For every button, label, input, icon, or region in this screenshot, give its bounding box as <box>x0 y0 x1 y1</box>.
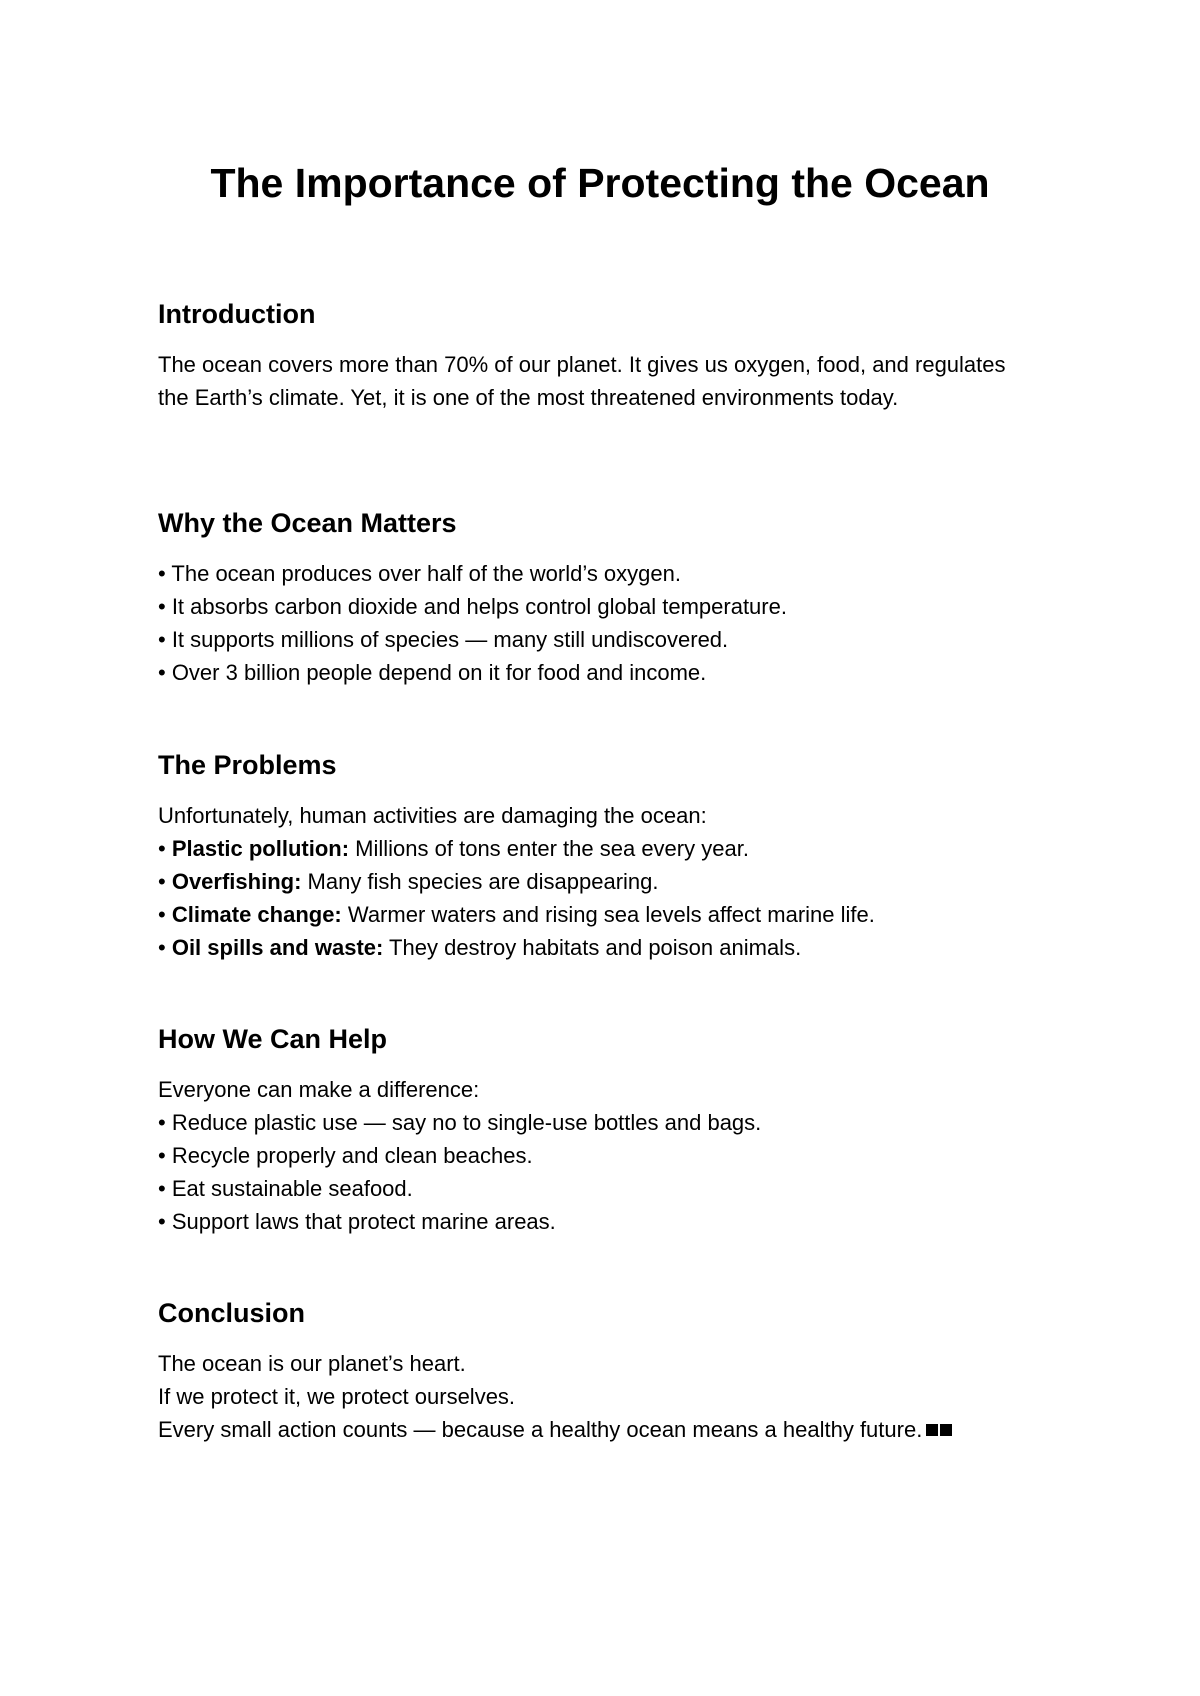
bullet: • <box>158 836 172 861</box>
bullet: • <box>158 869 172 894</box>
document-title: The Importance of Protecting the Ocean <box>210 160 990 206</box>
problem-term: Overfishing: <box>171 869 302 894</box>
conclusion-heading: Conclusion <box>158 1298 305 1328</box>
introduction-heading: Introduction <box>158 299 316 329</box>
conclusion-line: The ocean is our planet’s heart. <box>158 1351 466 1376</box>
problem-text: Millions of tons enter the sea every year. <box>349 836 749 861</box>
introduction-paragraph: The ocean covers more than 70% of our planet. It gives us oxygen, food, and regulates the Earth’s climate. Yet, it is one of the most threatened environments today. <box>158 352 1006 410</box>
problem-term: Plastic pollution: <box>171 836 350 861</box>
conclusion-line: If we protect it, we protect ourselves. <box>158 1384 516 1409</box>
list-item <box>158 898 1058 931</box>
problem-text: Many fish species are disappearing. <box>301 869 659 894</box>
section-introduction <box>158 297 1058 414</box>
list-item: • The ocean produces over half of the world’s oxygen. <box>158 561 681 586</box>
list-item: • Support laws that protect marine areas. <box>158 1209 556 1234</box>
section-why-ocean-matters <box>158 506 1058 689</box>
bullet: • <box>158 935 172 960</box>
section-conclusion <box>158 1296 1058 1446</box>
end-mark-icon <box>926 1424 938 1436</box>
problem-text: They destroy habitats and poison animals. <box>383 935 802 960</box>
problem-term: Oil spills and waste: <box>171 935 384 960</box>
bullet: • <box>158 902 172 927</box>
list-item <box>158 832 1058 865</box>
conclusion-line <box>158 1413 1058 1446</box>
problems-heading: The Problems <box>158 750 337 780</box>
section-problems <box>158 748 1058 964</box>
help-heading: How We Can Help <box>158 1024 388 1054</box>
list-item <box>158 865 1058 898</box>
help-intro: Everyone can make a difference: <box>158 1077 480 1102</box>
problems-intro: Unfortunately, human activities are damaging the ocean: <box>158 803 707 828</box>
section-how-we-can-help <box>158 1022 1058 1238</box>
problem-text: Warmer waters and rising sea levels affect marine life. <box>341 902 875 927</box>
list-item: • It absorbs carbon dioxide and helps control global temperature. <box>158 594 787 619</box>
list-item: • Recycle properly and clean beaches. <box>158 1143 533 1168</box>
list-item: • Reduce plastic use — say no to single-use bottles and bags. <box>158 1110 762 1135</box>
end-mark-icon <box>940 1424 952 1436</box>
list-item: • Eat sustainable seafood. <box>158 1176 413 1201</box>
list-item <box>158 931 1058 964</box>
list-item: • Over 3 billion people depend on it for food and income. <box>158 660 707 685</box>
why-matters-heading: Why the Ocean Matters <box>158 508 457 538</box>
list-item: • It supports millions of species — many still undiscovered. <box>158 627 729 652</box>
problem-term: Climate change: <box>171 902 342 927</box>
conclusion-final-text: Every small action counts — because a healthy ocean means a healthy future. <box>158 1417 923 1442</box>
